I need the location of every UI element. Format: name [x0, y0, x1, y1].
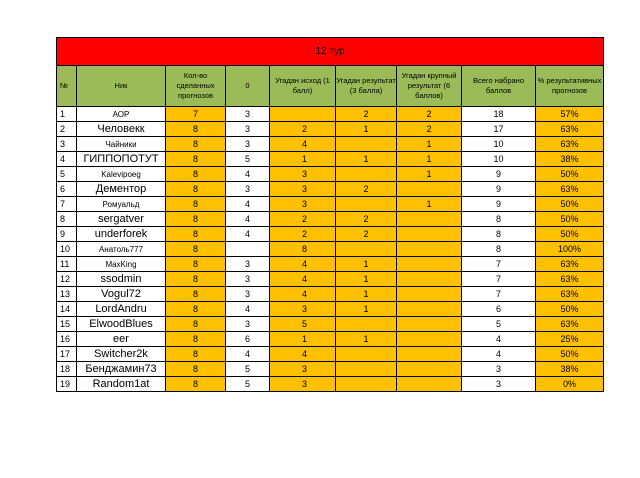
row-predictions-made: 8 [166, 347, 226, 362]
row-predictions-made: 7 [166, 107, 226, 122]
row-nick: ssodmin [77, 272, 166, 287]
header-row [57, 66, 604, 107]
row-predictions-made: 8 [166, 377, 226, 392]
row-number: 16 [57, 332, 77, 347]
row-total-points: 17 [462, 122, 536, 137]
row-zero: 4 [226, 302, 270, 317]
row-number: 10 [57, 242, 77, 257]
row-zero [226, 242, 270, 257]
row-big-result-guessed: 2 [397, 122, 462, 137]
row-percent-successful: 63% [536, 317, 604, 332]
row-total-points: 7 [462, 272, 536, 287]
row-result-guessed [336, 137, 397, 152]
row-predictions-made: 8 [166, 332, 226, 347]
row-outcome-guessed: 3 [270, 377, 336, 392]
row-percent-successful: 50% [536, 302, 604, 317]
row-outcome-guessed: 1 [270, 332, 336, 347]
row-outcome-guessed: 3 [270, 197, 336, 212]
table-row [57, 197, 604, 212]
table-row [57, 377, 604, 392]
header-total-points: Всего набрано баллов [462, 66, 536, 107]
row-predictions-made: 8 [166, 227, 226, 242]
table-row [57, 182, 604, 197]
row-predictions-made: 8 [166, 197, 226, 212]
row-total-points: 3 [462, 377, 536, 392]
row-result-guessed: 1 [336, 302, 397, 317]
row-result-guessed [336, 362, 397, 377]
header-result-guessed: Угадан результат (3 балла) [336, 66, 397, 107]
row-total-points: 9 [462, 197, 536, 212]
row-nick: Дементор [77, 182, 166, 197]
row-zero: 3 [226, 107, 270, 122]
row-predictions-made: 8 [166, 362, 226, 377]
header-big-result-guessed: Угадан крупный результат (6 баллов) [397, 66, 462, 107]
row-percent-successful: 50% [536, 197, 604, 212]
row-predictions-made: 8 [166, 152, 226, 167]
table-row [57, 362, 604, 377]
row-outcome-guessed: 3 [270, 167, 336, 182]
row-zero: 5 [226, 152, 270, 167]
row-nick: Бенджамин73 [77, 362, 166, 377]
row-percent-successful: 50% [536, 167, 604, 182]
row-big-result-guessed [397, 182, 462, 197]
table-row [57, 347, 604, 362]
row-result-guessed: 2 [336, 107, 397, 122]
row-big-result-guessed [397, 287, 462, 302]
row-number: 9 [57, 227, 77, 242]
row-number: 2 [57, 122, 77, 137]
row-number: 1 [57, 107, 77, 122]
row-percent-successful: 50% [536, 347, 604, 362]
row-zero: 5 [226, 377, 270, 392]
row-result-guessed: 1 [336, 122, 397, 137]
row-predictions-made: 8 [166, 167, 226, 182]
row-big-result-guessed [397, 377, 462, 392]
row-zero: 5 [226, 362, 270, 377]
row-nick: Чайники [77, 137, 166, 152]
row-big-result-guessed [397, 302, 462, 317]
row-big-result-guessed: 2 [397, 107, 462, 122]
row-percent-successful: 63% [536, 257, 604, 272]
row-outcome-guessed: 2 [270, 122, 336, 137]
table-row [57, 227, 604, 242]
table-row [57, 257, 604, 272]
results-sheet [56, 37, 604, 392]
row-outcome-guessed [270, 107, 336, 122]
row-total-points: 18 [462, 107, 536, 122]
row-big-result-guessed [397, 317, 462, 332]
row-zero: 4 [226, 197, 270, 212]
row-outcome-guessed: 3 [270, 182, 336, 197]
row-outcome-guessed: 4 [270, 257, 336, 272]
row-big-result-guessed [397, 347, 462, 362]
row-nick: MaxKing [77, 257, 166, 272]
row-result-guessed [336, 242, 397, 257]
row-percent-successful: 63% [536, 122, 604, 137]
row-zero: 4 [226, 167, 270, 182]
table-row [57, 242, 604, 257]
row-big-result-guessed: 1 [397, 197, 462, 212]
row-nick: LordAndru [77, 302, 166, 317]
table-row [57, 272, 604, 287]
row-predictions-made: 8 [166, 302, 226, 317]
row-total-points: 3 [462, 362, 536, 377]
row-result-guessed [336, 347, 397, 362]
row-total-points: 4 [462, 347, 536, 362]
table-row [57, 302, 604, 317]
row-big-result-guessed [397, 212, 462, 227]
row-nick: Switcher2k [77, 347, 166, 362]
row-number: 3 [57, 137, 77, 152]
row-number: 8 [57, 212, 77, 227]
row-number: 5 [57, 167, 77, 182]
row-total-points: 10 [462, 152, 536, 167]
row-predictions-made: 8 [166, 317, 226, 332]
row-big-result-guessed [397, 362, 462, 377]
table-row [57, 107, 604, 122]
row-outcome-guessed: 4 [270, 287, 336, 302]
row-outcome-guessed: 5 [270, 317, 336, 332]
row-outcome-guessed: 4 [270, 137, 336, 152]
row-outcome-guessed: 4 [270, 272, 336, 287]
row-predictions-made: 8 [166, 242, 226, 257]
row-total-points: 6 [462, 302, 536, 317]
row-total-points: 7 [462, 257, 536, 272]
header-outcome-guessed: Угадан исход (1 балл) [270, 66, 336, 107]
header-predictions-made: Кол-во сделанных прогнозов [166, 66, 226, 107]
row-number: 19 [57, 377, 77, 392]
row-number: 12 [57, 272, 77, 287]
row-result-guessed: 1 [336, 287, 397, 302]
row-number: 14 [57, 302, 77, 317]
table-row [57, 317, 604, 332]
row-zero: 4 [226, 347, 270, 362]
row-big-result-guessed: 1 [397, 167, 462, 182]
table-row [57, 332, 604, 347]
row-result-guessed: 2 [336, 212, 397, 227]
header-number: № [57, 66, 77, 107]
table-row [57, 167, 604, 182]
row-predictions-made: 8 [166, 212, 226, 227]
row-big-result-guessed [397, 272, 462, 287]
row-outcome-guessed: 3 [270, 302, 336, 317]
row-result-guessed: 1 [336, 272, 397, 287]
row-zero: 4 [226, 227, 270, 242]
row-percent-successful: 63% [536, 287, 604, 302]
row-result-guessed: 2 [336, 182, 397, 197]
row-percent-successful: 25% [536, 332, 604, 347]
row-result-guessed: 2 [336, 227, 397, 242]
row-result-guessed: 1 [336, 257, 397, 272]
row-zero: 6 [226, 332, 270, 347]
header-nick: Ник [77, 66, 166, 107]
row-predictions-made: 8 [166, 287, 226, 302]
row-big-result-guessed [397, 227, 462, 242]
row-nick: ГИППОПОТУТ [77, 152, 166, 167]
row-percent-successful: 57% [536, 107, 604, 122]
header-percent-successful: % результативных прогнозов [536, 66, 604, 107]
row-predictions-made: 8 [166, 257, 226, 272]
row-result-guessed [336, 167, 397, 182]
row-percent-successful: 63% [536, 137, 604, 152]
row-outcome-guessed: 4 [270, 347, 336, 362]
table-row [57, 152, 604, 167]
header-zero: 0 [226, 66, 270, 107]
row-zero: 3 [226, 272, 270, 287]
table-row [57, 212, 604, 227]
row-percent-successful: 38% [536, 152, 604, 167]
row-total-points: 8 [462, 227, 536, 242]
row-percent-successful: 0% [536, 377, 604, 392]
row-zero: 3 [226, 257, 270, 272]
row-result-guessed [336, 377, 397, 392]
row-percent-successful: 63% [536, 182, 604, 197]
row-nick: Анатоль777 [77, 242, 166, 257]
row-number: 13 [57, 287, 77, 302]
row-big-result-guessed [397, 242, 462, 257]
row-total-points: 8 [462, 212, 536, 227]
row-result-guessed [336, 317, 397, 332]
row-number: 17 [57, 347, 77, 362]
row-total-points: 9 [462, 167, 536, 182]
row-nick: Человекк [77, 122, 166, 137]
row-total-points: 7 [462, 287, 536, 302]
row-zero: 3 [226, 182, 270, 197]
row-predictions-made: 8 [166, 137, 226, 152]
row-result-guessed: 1 [336, 152, 397, 167]
row-total-points: 4 [462, 332, 536, 347]
row-nick: АОР [77, 107, 166, 122]
row-nick: ElwoodBlues [77, 317, 166, 332]
row-percent-successful: 50% [536, 212, 604, 227]
row-nick: Ромуальд [77, 197, 166, 212]
table-title: 12 тур [57, 38, 604, 66]
row-number: 15 [57, 317, 77, 332]
row-total-points: 9 [462, 182, 536, 197]
row-big-result-guessed [397, 332, 462, 347]
row-total-points: 5 [462, 317, 536, 332]
row-nick: Random1at [77, 377, 166, 392]
row-number: 4 [57, 152, 77, 167]
table-row [57, 122, 604, 137]
row-total-points: 10 [462, 137, 536, 152]
row-outcome-guessed: 3 [270, 362, 336, 377]
row-zero: 3 [226, 122, 270, 137]
row-percent-successful: 38% [536, 362, 604, 377]
row-percent-successful: 50% [536, 227, 604, 242]
row-predictions-made: 8 [166, 272, 226, 287]
table-row [57, 137, 604, 152]
row-big-result-guessed: 1 [397, 137, 462, 152]
row-zero: 4 [226, 212, 270, 227]
table-row [57, 287, 604, 302]
row-percent-successful: 100% [536, 242, 604, 257]
row-total-points: 8 [462, 242, 536, 257]
row-number: 11 [57, 257, 77, 272]
row-nick: underforek [77, 227, 166, 242]
row-result-guessed [336, 197, 397, 212]
row-nick: Kalevipoeg [77, 167, 166, 182]
row-number: 7 [57, 197, 77, 212]
row-predictions-made: 8 [166, 182, 226, 197]
title-row [57, 38, 604, 66]
row-outcome-guessed: 1 [270, 152, 336, 167]
row-nick: sergatver [77, 212, 166, 227]
results-table [56, 37, 604, 392]
row-result-guessed: 1 [336, 332, 397, 347]
row-nick: eer [77, 332, 166, 347]
row-number: 18 [57, 362, 77, 377]
row-zero: 3 [226, 137, 270, 152]
row-predictions-made: 8 [166, 122, 226, 137]
row-nick: Vogul72 [77, 287, 166, 302]
row-percent-successful: 63% [536, 272, 604, 287]
row-zero: 3 [226, 317, 270, 332]
row-outcome-guessed: 8 [270, 242, 336, 257]
row-big-result-guessed: 1 [397, 152, 462, 167]
row-zero: 3 [226, 287, 270, 302]
row-big-result-guessed [397, 257, 462, 272]
row-outcome-guessed: 2 [270, 227, 336, 242]
row-outcome-guessed: 2 [270, 212, 336, 227]
row-number: 6 [57, 182, 77, 197]
